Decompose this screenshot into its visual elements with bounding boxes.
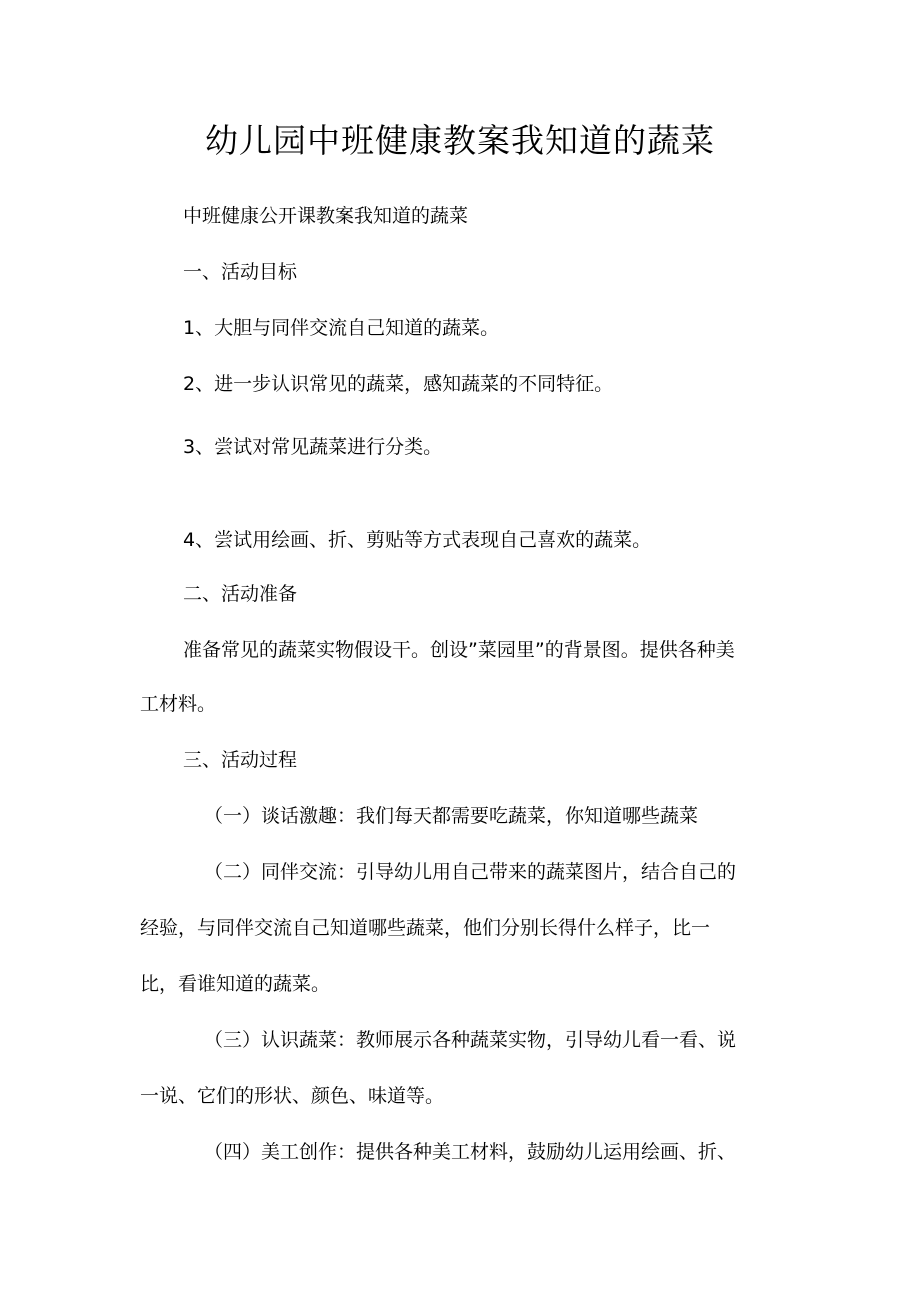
goal-item: 1、大胆与同伴交流自己知道的蔬菜。 bbox=[183, 317, 500, 339]
section-heading-process: 三、活动过程 bbox=[183, 749, 298, 771]
goal-item: 4、尝试用绘画、折、剪贴等方式表现自己喜欢的蔬菜。 bbox=[183, 529, 652, 551]
process-step-3: （三）认识蔬菜：教师展示各种蔬菜实物，引导幼儿看一看、说 bbox=[204, 1029, 737, 1051]
process-step-3-continued: 一说、它们的形状、颜色、味道等。 bbox=[140, 1085, 445, 1107]
section-heading-goals: 一、活动目标 bbox=[183, 261, 298, 283]
process-step-1: （一）谈话激趣：我们每天都需要吃蔬菜，你知道哪些蔬菜 bbox=[204, 805, 699, 827]
section-heading-preparation: 二、活动准备 bbox=[183, 583, 298, 605]
process-step-4: （四）美工创作：提供各种美工材料，鼓励幼儿运用绘画、折、 bbox=[204, 1141, 737, 1163]
subtitle: 中班健康公开课教案我知道的蔬菜 bbox=[183, 205, 469, 227]
process-step-2-continued: 比，看谁知道的蔬菜。 bbox=[140, 973, 331, 995]
goal-item: 3、尝试对常见蔬菜进行分类。 bbox=[183, 436, 443, 458]
preparation-text: 准备常见的蔬菜实物假设干。创设”菜园里”的背景图。提供各种美 bbox=[183, 639, 735, 661]
goal-item: 2、进一步认识常见的蔬菜，感知蔬菜的不同特征。 bbox=[183, 373, 614, 395]
page-title: 幼儿园中班健康教案我知道的蔬菜 bbox=[205, 121, 715, 160]
process-step-2: （二）同伴交流：引导幼儿用自己带来的蔬菜图片，结合自己的 bbox=[204, 861, 737, 883]
process-step-2-continued: 经验，与同伴交流自己知道哪些蔬菜，他们分别长得什么样子，比一 bbox=[140, 917, 711, 939]
preparation-text: 工材料。 bbox=[140, 693, 217, 715]
